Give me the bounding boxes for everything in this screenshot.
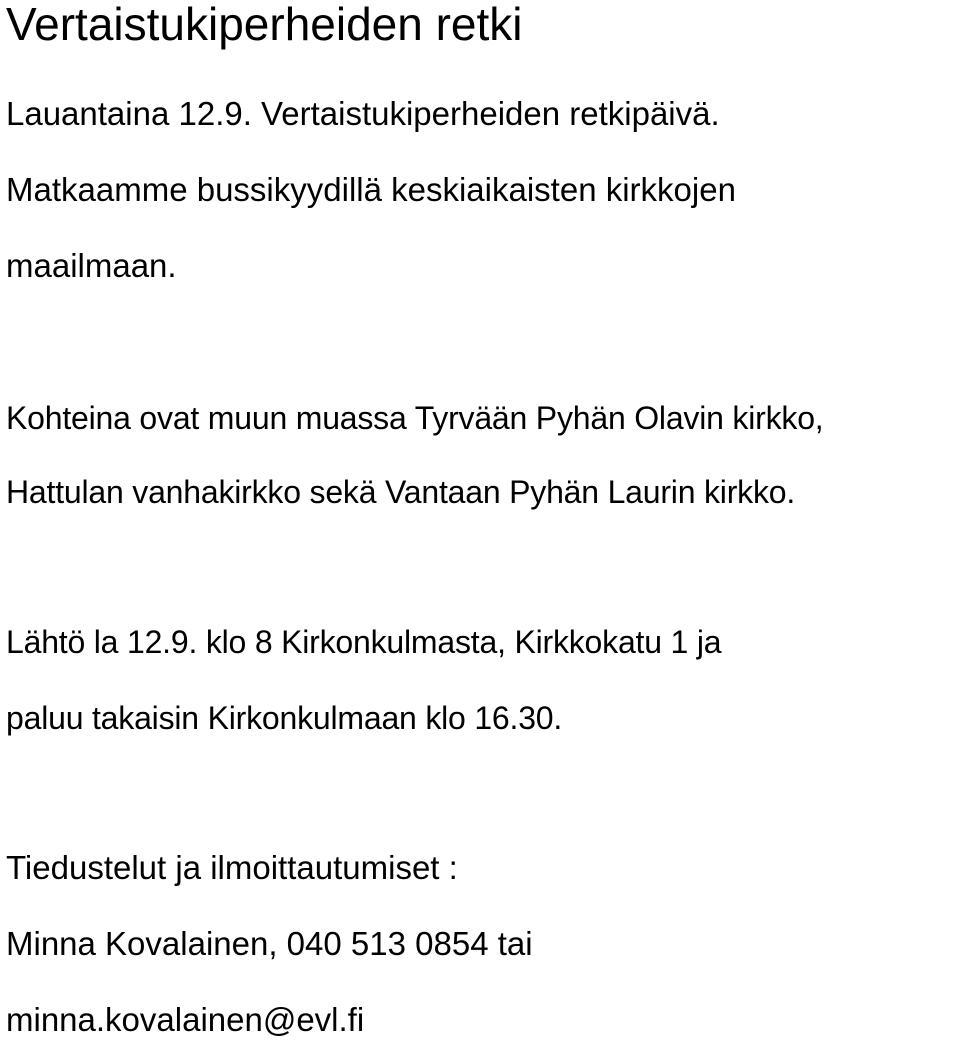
page-title: Vertaistukiperheiden retki	[6, 0, 523, 50]
contact-name-phone: Minna Kovalainen, 040 513 0854 tai	[6, 925, 533, 962]
destinations-line-end: Hattulan vanhakirkko sekä Vantaan Pyhän Laurin kirkko.	[6, 474, 796, 510]
return-line: paluu takaisin Kirkonkulmaan klo 16.30.	[6, 700, 563, 736]
travel-line-end: maailmaan.	[6, 247, 177, 284]
date-line: Lauantaina 12.9. Vertaistukiperheiden retkipäivä.	[6, 95, 720, 132]
contact-heading: Tiedustelut ja ilmoittautumiset :	[6, 849, 458, 886]
destinations-line: Kohteina ovat muun muassa Tyrvään Pyhän Olavin kirkko,	[6, 400, 824, 436]
contact-email: minna.kovalainen@evl.fi	[6, 1001, 365, 1038]
departure-line: Lähtö la 12.9. klo 8 Kirkonkulmasta, Kirkkokatu 1 ja	[6, 624, 722, 660]
travel-line: Matkaamme bussikyydillä keskiaikaisten kirkkojen	[6, 171, 736, 208]
